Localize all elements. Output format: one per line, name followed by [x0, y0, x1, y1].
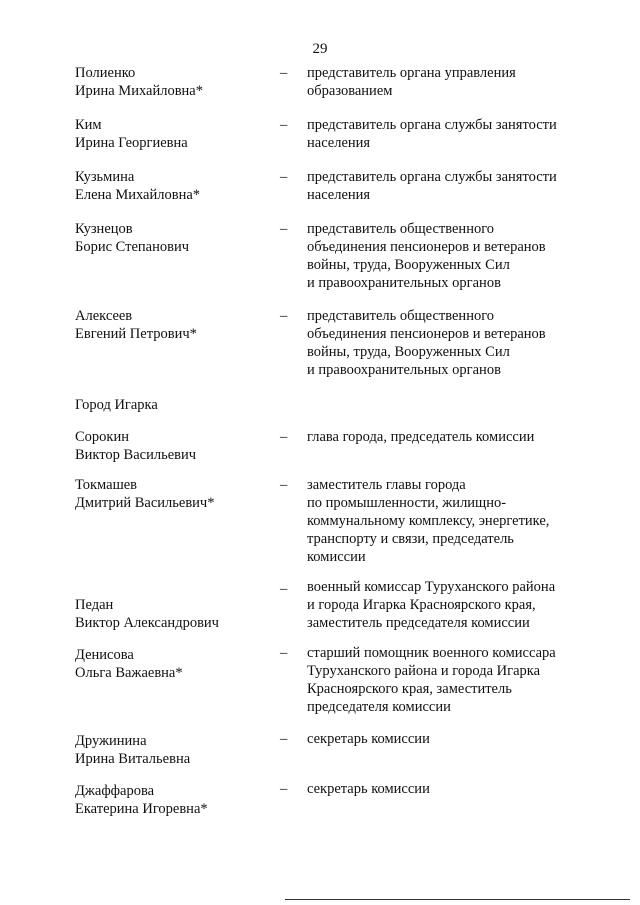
role-line: и правоохранительных органов: [307, 362, 501, 378]
dash-separator: –: [280, 781, 288, 797]
dash-separator: –: [280, 117, 288, 133]
dash-separator: –: [280, 169, 288, 185]
role-line: председателя комиссии: [307, 699, 451, 715]
member-surname: Алексеев: [75, 308, 133, 324]
role-line: секретарь комиссии: [307, 731, 430, 747]
member-surname: Джаффарова: [75, 783, 155, 799]
member-given-names: Ольга Важаевна*: [75, 665, 183, 681]
role-line: представитель органа службы занятости: [307, 169, 557, 185]
dash-separator: –: [280, 477, 288, 493]
role-line: объединения пенсионеров и ветеранов: [307, 239, 546, 255]
member-name: [75, 596, 275, 632]
member-name: [75, 168, 275, 204]
member-given-names: Борис Степанович: [75, 239, 190, 255]
member-surname: Ким: [75, 117, 102, 133]
member-surname: Сорокин: [75, 429, 129, 445]
page-number: 29: [312, 41, 328, 57]
member-given-names: Ирина Михайловна*: [75, 83, 203, 99]
member-given-names: Евгений Петрович*: [75, 326, 197, 342]
member-role: [307, 116, 617, 152]
role-line: объединения пенсионеров и ветеранов: [307, 326, 546, 342]
member-name: [75, 428, 275, 464]
member-given-names: Дмитрий Васильевич*: [75, 495, 215, 511]
member-role: [307, 220, 617, 292]
member-role: [307, 64, 617, 100]
dash-separator: –: [280, 65, 288, 81]
role-line: представитель общественного: [307, 221, 495, 237]
member-name: [75, 64, 275, 100]
role-line: населения: [307, 135, 371, 151]
member-name: [75, 646, 275, 682]
member-given-names: Ирина Витальевна: [75, 751, 191, 767]
section-heading: Город Игарка: [75, 397, 158, 413]
member-role: [307, 578, 617, 632]
role-line: комиссии: [307, 549, 366, 565]
member-role: [307, 307, 617, 379]
member-surname: Кузьмина: [75, 169, 135, 185]
footer-rule: [285, 899, 630, 900]
role-line: Красноярского края, заместитель: [307, 681, 512, 697]
role-line: и города Игарка Красноярского края,: [307, 597, 536, 613]
member-name: [75, 307, 275, 343]
dash-separator: –: [280, 308, 288, 324]
member-role: [307, 730, 617, 748]
member-given-names: Виктор Васильевич: [75, 447, 197, 463]
member-surname: Педан: [75, 597, 114, 613]
member-role: [307, 428, 617, 446]
role-line: по промышленности, жилищно-: [307, 495, 507, 511]
role-line: транспорту и связи, председатель: [307, 531, 514, 547]
role-line: войны, труда, Вооруженных Сил: [307, 344, 510, 360]
role-line: заместитель главы города: [307, 477, 466, 493]
dash-separator: –: [280, 731, 288, 747]
member-role: [307, 168, 617, 204]
member-role: [307, 780, 617, 798]
dash-separator: –: [280, 645, 288, 661]
role-line: войны, труда, Вооруженных Сил: [307, 257, 510, 273]
member-given-names: Елена Михайловна*: [75, 187, 201, 203]
member-given-names: Екатерина Игоревна*: [75, 801, 208, 817]
role-line: образованием: [307, 83, 393, 99]
member-surname: Полиенко: [75, 65, 136, 81]
member-name: [75, 732, 275, 768]
member-surname: Дружинина: [75, 733, 147, 749]
member-surname: Токмашев: [75, 477, 138, 493]
dash-separator: –: [280, 221, 288, 237]
member-given-names: Виктор Александрович: [75, 615, 219, 631]
role-line: представитель органа управления: [307, 65, 516, 81]
member-role: [307, 644, 617, 716]
member-name: [75, 476, 275, 512]
role-line: представитель органа службы занятости: [307, 117, 557, 133]
role-line: населения: [307, 187, 371, 203]
dash-separator: –: [280, 581, 288, 597]
member-name: [75, 220, 275, 256]
role-line: представитель общественного: [307, 308, 495, 324]
role-line: коммунальному комплексу, энергетике,: [307, 513, 550, 529]
role-line: военный комиссар Туруханского района: [307, 579, 556, 595]
member-name: [75, 782, 275, 818]
member-role: [307, 476, 617, 566]
member-surname: Денисова: [75, 647, 134, 663]
dash-separator: –: [280, 429, 288, 445]
member-name: [75, 116, 275, 152]
role-line: старший помощник военного комиссара: [307, 645, 556, 661]
role-line: Туруханского района и города Игарка: [307, 663, 541, 679]
role-line: секретарь комиссии: [307, 781, 430, 797]
role-line: заместитель председателя комиссии: [307, 615, 530, 631]
member-surname: Кузнецов: [75, 221, 133, 237]
role-line: глава города, председатель комиссии: [307, 429, 535, 445]
member-given-names: Ирина Георгиевна: [75, 135, 188, 151]
role-line: и правоохранительных органов: [307, 275, 501, 291]
